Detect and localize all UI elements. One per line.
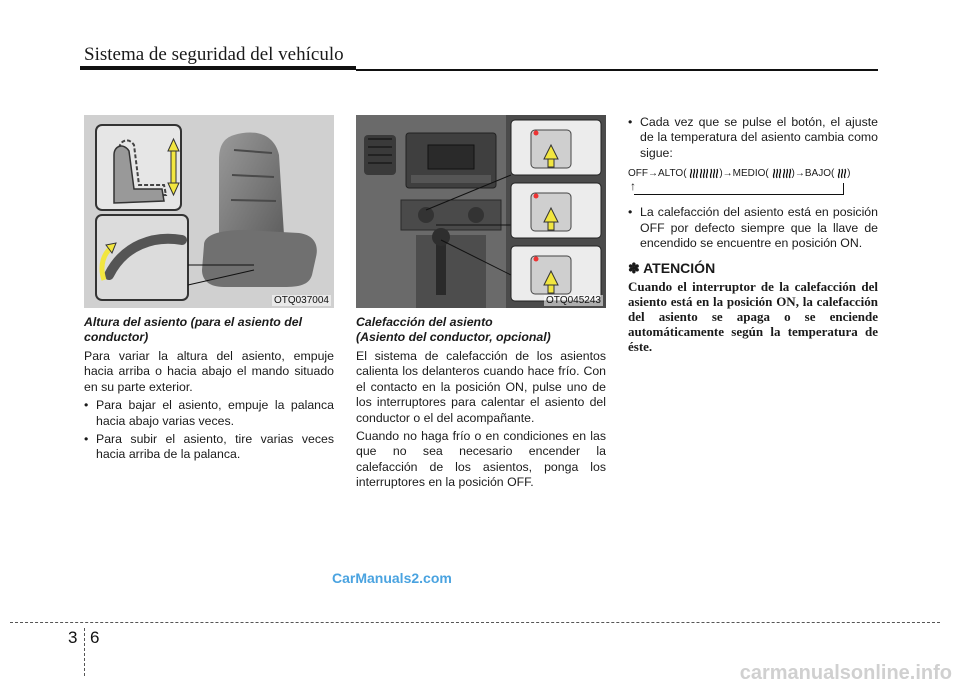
seq-arrow: → <box>648 168 658 180</box>
heat-level-icon <box>709 168 719 180</box>
seat-heating-section <box>356 315 606 494</box>
seq-arrow: → <box>722 168 733 180</box>
seat-heating-heading-line1: Calefacción del asiento <box>356 315 493 329</box>
site-watermark: carmanualsonline.info <box>739 662 952 684</box>
loop-line-vertical <box>843 183 844 195</box>
temperature-sequence <box>628 167 878 181</box>
seat-height-paragraph: Para variar la altura del asiento, empuje hacia arriba o hacia abajo el mando situado en su parte exterior. <box>84 349 334 394</box>
caution-title <box>628 261 878 276</box>
list-item: • La calefacción del asiento está en posición OFF por defecto siempre que la llave de encendido se encuentre en posición ON. <box>628 205 878 251</box>
footer-divider <box>84 628 85 676</box>
caution-body: Cuando el interruptor de la calefacción del asiento está en la posición ON, la calefacción del asiento se apaga o se enciende automáticamente según la temperatura de éste. <box>628 278 878 354</box>
seq-close: ) <box>847 168 851 180</box>
header-rule-thin <box>356 69 878 71</box>
list-item: • Para bajar el asiento, empuje la palanca hacia abajo varias veces. <box>84 398 334 429</box>
heat-level-icon <box>837 168 847 180</box>
caution-star-icon: ✽ <box>628 260 640 277</box>
dashboard-illustration-drawing <box>356 115 606 308</box>
temperature-bullets <box>628 115 878 161</box>
seat-height-heading: Altura del asiento (para el asiento del conductor) <box>84 315 302 344</box>
list-item: • Cada vez que se pulse el botón, el ajuste de la temperatura del asiento cambia como sigue: <box>628 115 878 161</box>
list-item: • Para subir el asiento, tire varias veces hacia arriba de la palanca. <box>84 432 334 463</box>
seat-illustration-drawing <box>84 115 334 308</box>
header-rule-thick <box>80 66 356 70</box>
seat-height-section <box>84 315 334 466</box>
watermark-link[interactable]: CarManuals2.com <box>332 570 452 586</box>
seq-close: ) <box>719 168 723 180</box>
seat-heater-switch-medium <box>511 183 601 238</box>
seat-heating-continued-section <box>628 115 878 354</box>
seq-medium-label: MEDIO( <box>732 168 769 180</box>
seat-heating-paragraph-1: El sistema de calefacción de los asientos calienta los delanteros cuando hace frío. Con el contacto en la posición ON, pulse uno de los interruptores para calentar el asiento del conductor o el del acompañante. <box>356 349 606 425</box>
footer-dashed-rule <box>10 622 940 623</box>
figure-code: OTQ045243 <box>545 295 601 306</box>
seat-heating-paragraph-2: Cuando no haga frío o en condiciones en las que no sea necesario encender la calefacción de los asientos, ponga los interruptores en la posición OFF. <box>356 429 606 490</box>
heat-level-icon <box>689 168 699 180</box>
seq-low-label: BAJO( <box>804 168 835 180</box>
seq-high-label: ALTO( <box>658 168 687 180</box>
seq-arrow: → <box>794 168 805 180</box>
seat-heating-heading <box>356 315 606 345</box>
seat-heater-switch-illustration <box>356 115 606 308</box>
seq-close: ) <box>791 168 795 180</box>
seat-heating-heading-line2: (Asiento del conductor, opcional) <box>356 330 551 344</box>
seat-height-illustration <box>84 115 334 308</box>
loop-line-horizontal <box>634 194 844 195</box>
heat-level-icon <box>772 168 782 180</box>
page-number: 6 <box>90 628 100 647</box>
seat-heater-switch-low <box>511 246 601 301</box>
seat-height-bullets <box>84 398 334 463</box>
seq-off-label: OFF <box>628 168 648 180</box>
sequence-loop-arrow <box>630 179 846 197</box>
chapter-number: 3 <box>68 628 78 647</box>
heat-level-icon <box>699 168 709 180</box>
default-off-bullets <box>628 205 878 251</box>
figure-code: OTQ037004 <box>273 295 329 306</box>
page-header-title: Sistema de seguridad del vehículo <box>84 44 344 65</box>
caution-title-text: ATENCIÓN <box>643 260 716 277</box>
loop-up-arrow-icon: ↑ <box>630 179 636 194</box>
seat-heater-switch-high <box>511 120 601 175</box>
heat-level-icon <box>782 168 792 180</box>
